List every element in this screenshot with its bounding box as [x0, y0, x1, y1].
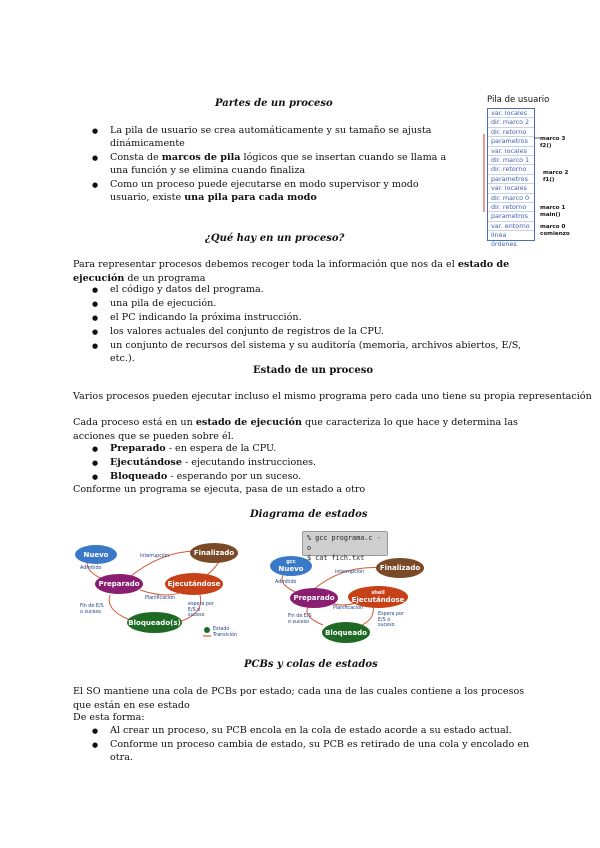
stack-cell: var. locales	[488, 184, 534, 193]
terminal-line: $ cat fich.txt	[307, 554, 365, 562]
section4-paragraph-1: El SO mantiene una cola de PCBs por estado; cada una de las cuales contiene a los procesos que están en ese estado	[73, 686, 525, 711]
section3-paragraph-1: Varios procesos pueden ejecutar incluso el mismo programa pero cada uno tiene su propia representación	[73, 391, 592, 402]
stack-cell: parametros	[488, 212, 534, 221]
edge-fin-es	[109, 595, 130, 620]
frame-label-3: marco 3 f2()	[540, 136, 566, 149]
section-title-partes: Partes de un proceso	[215, 98, 333, 109]
edge-label-fin-es: Fin de E/S o suceso	[288, 614, 312, 625]
stack-cell: parametros	[488, 175, 534, 184]
list-item	[110, 443, 410, 456]
section1-bullet-list	[110, 125, 455, 205]
state-desc: - esperando por un suceso.	[167, 470, 302, 482]
paragraph-text: que caracteriza lo que hace y determina las acciones que se pueden sobre él.	[73, 417, 518, 442]
bullet-bold-text: marcos de pila	[161, 152, 241, 164]
bullet-bold-text: una pila para cada modo	[184, 191, 317, 203]
state-name: Preparado	[110, 443, 166, 454]
state-node-preparado: Preparado	[290, 588, 338, 608]
state-node-preparado: Preparado	[95, 574, 143, 594]
state-node-nuevo: Nuevo	[75, 545, 117, 564]
state-node-finalizado: Finalizado	[376, 558, 424, 578]
section2-bullet-list	[110, 284, 530, 365]
stack-cell: dir. retorno	[488, 128, 534, 137]
stack-cell: var. locales	[488, 109, 534, 118]
state-node-ejecutandose: shell Ejecutándose	[348, 586, 408, 608]
edge-label-planificacion: Planificación	[333, 606, 364, 611]
frame-label-0: marco 0 comienzo	[540, 224, 570, 237]
edge-label-espera: espera por E/S o suceso	[188, 602, 214, 618]
edge-label-admitido: Admitido	[275, 580, 297, 585]
paragraph-text: Cada proceso está en un	[73, 417, 196, 428]
bullet-text: lógicos que se insertan cuando se llama a una función y se elimina cuando finaliza	[110, 152, 447, 176]
bullet-text: Consta de	[110, 152, 162, 164]
section3-closing: Conforme un programa se ejecuta, pasa de un estado a otro	[73, 484, 366, 495]
list-item	[110, 457, 410, 470]
legend-label-estado: Estado	[213, 627, 230, 632]
list-item: ● un conjunto de recursos del sistema y su auditoría (memoria, archivos abiertos, E/S, etc.).	[110, 340, 530, 365]
stack-cell: dir. marco 2	[488, 118, 534, 127]
state-node-ejecutandose: Ejecutándose	[165, 573, 223, 595]
state-node-bloqueado: Bloqueado	[322, 622, 370, 643]
list-item: ● el código y datos del programa.	[110, 284, 530, 297]
terminal-window	[302, 531, 388, 562]
state-node-bloqueado: Bloqueado(s)	[127, 612, 182, 633]
list-item: ● los valores actuales del conjunto de registros de la CPU.	[110, 326, 530, 339]
intro-text: Para representar procesos debemos recoger toda la información que nos da el	[73, 259, 458, 270]
edge-label-fin-es: Fin de E/S o suceso	[80, 604, 104, 615]
list-item: ● Conforme un proceso cambia de estado, su PCB es retirado de una cola y encolado en otra.	[110, 739, 530, 764]
stack-cell: dir. retorno	[488, 203, 534, 212]
terminal-line: % gcc programa.c -o	[307, 534, 381, 552]
stack-cell: dir. marco 1	[488, 156, 534, 165]
stack-cell: var. entorno	[488, 222, 534, 231]
section3-paragraph-2	[73, 416, 543, 443]
edge-label-planificacion: Planificación	[145, 596, 176, 601]
intro-text: de un programa	[124, 272, 206, 284]
stack-frame-brackets	[478, 108, 542, 249]
section-title-que-hay: ¿Qué hay en un proceso?	[205, 233, 345, 244]
stack-cell: parametros	[488, 137, 534, 146]
state-node-nuevo: gcc Nuevo	[270, 556, 312, 576]
section4-paragraph-2: De esta forma:	[73, 712, 145, 723]
section2-intro	[73, 258, 538, 285]
bullet-text: Como un proceso puede ejecutarse en modo supervisor y modo usuario, existe	[110, 179, 419, 203]
state-name: Bloqueado	[110, 470, 168, 482]
list-item	[110, 471, 410, 484]
list-item	[110, 125, 455, 150]
states-bullet-list	[110, 443, 410, 484]
frame-label-1: marco 1 main()	[540, 205, 566, 218]
bullet-text: La pila de usuario se crea automáticamente y su tamaño se ajusta dinámicamente	[110, 125, 432, 149]
paragraph-bold-text: estado de ejecución	[195, 417, 302, 428]
state-desc: - en espera de la CPU.	[165, 443, 277, 454]
state-node-finalizado: Finalizado	[190, 543, 238, 563]
stack-cell: dir. marco 0	[488, 194, 534, 203]
state-name: Ejecutándose	[110, 456, 182, 468]
stack-cell: linea órdenes	[491, 231, 517, 249]
intro-bold-text: estado de ejecución	[73, 259, 510, 284]
diagram-title: Diagrama de estados	[250, 509, 368, 520]
legend-state-swatch	[204, 627, 210, 633]
legend-label-transicion: Transición	[213, 633, 237, 638]
section-title-pcbs: PCBs y colas de estados	[244, 659, 378, 670]
section-title-estado: Estado de un proceso	[253, 365, 374, 376]
list-item	[110, 152, 455, 177]
stack-figure-title: Pila de usuario	[487, 95, 550, 105]
frame-label-2: marco 2 f1()	[543, 170, 569, 183]
list-item: ● una pila de ejecución.	[110, 298, 530, 311]
stack-cell: dir. retorno	[488, 165, 534, 174]
stack-cell: var. locales	[488, 147, 534, 156]
list-item: ● Al crear un proceso, su PCB encola en la cola de estado acorde a su estado actual.	[110, 725, 530, 738]
edge-label-espera: Espera por E/S o suceso	[378, 612, 404, 628]
edge-label-interrupcion: Interrupción	[140, 554, 170, 559]
list-item: ● el PC indicando la próxima instrucción.	[110, 312, 530, 325]
list-item	[110, 179, 455, 204]
section4-bullet-list	[110, 725, 530, 764]
edge-label-admitido: Admitido	[80, 566, 102, 571]
state-desc: - ejecutando instrucciones.	[181, 456, 317, 468]
edge-label-interrupcion: interrupción	[335, 570, 365, 575]
